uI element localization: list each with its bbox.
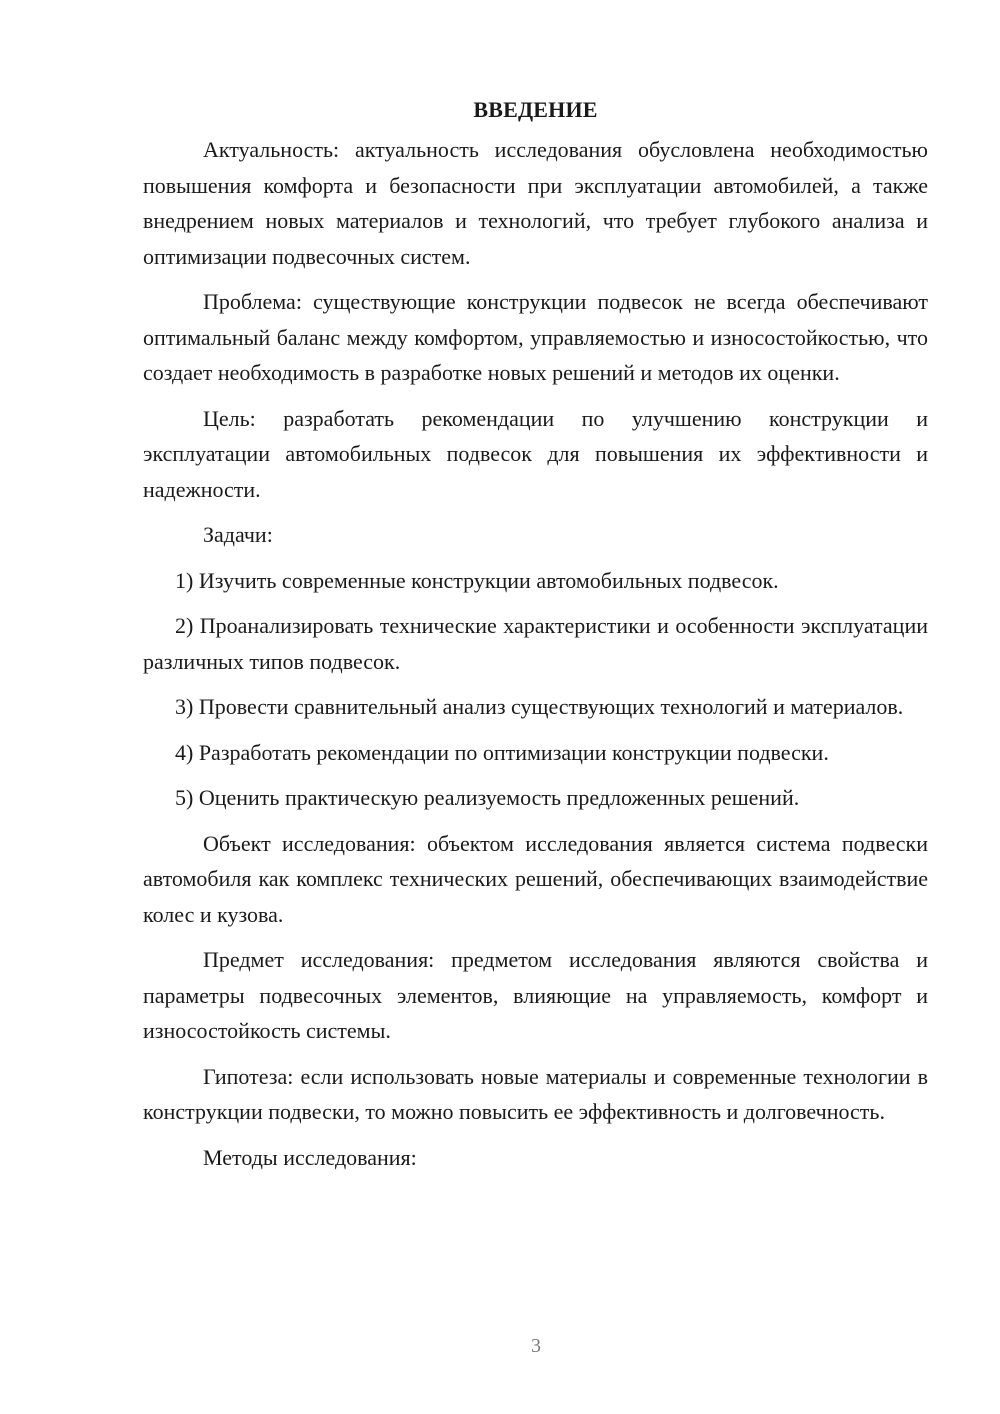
paragraph-problem: Проблема: существующие конструкции подвесок не всегда обеспечивают оптимальный баланс между комфортом, управляемостью и износостойкостью, что создает необходимость в разработке новых решений и методов их оценки. <box>143 289 928 385</box>
paragraph-hypothesis: Гипотеза: если использовать новые материалы и современные технологии в конструкции подвески, то можно повысить ее эффективность и долговечность. <box>143 1063 928 1124</box>
task-item-1: 1) Изучить современные конструкции автомобильных подвесок. <box>175 567 779 593</box>
task-item-4: 4) Разработать рекомендации по оптимизации конструкции подвески. <box>175 739 829 765</box>
page-title: ВВЕДЕНИЕ <box>473 97 598 122</box>
document-page <box>143 92 928 1185</box>
paragraph-subject: Предмет исследования: предметом исследования являются свойства и параметры подвесочных элементов, влияющие на управляемость, комфорт и износостойкость системы. <box>143 947 928 1043</box>
paragraph-object: Объект исследования: объектом исследования является система подвески автомобиля как комплекс технических решений, обеспечивающих взаимодействие колес и кузова. <box>143 830 928 927</box>
task-item-5: 5) Оценить практическую реализуемость предложенных решений. <box>175 785 800 810</box>
paragraph-tasks-heading: Задачи: <box>203 522 273 547</box>
paragraph-relevance: Актуальность: актуальность исследования обусловлена необходимостью повышения комфорта и безопасности при эксплуатации автомобилей, а также внедрением новых материалов и технологий, что требует глубокого анализа и оптимизации подвесочных систем. <box>143 137 928 269</box>
paragraph-methods: Методы исследования: <box>203 1144 417 1170</box>
task-item-2: 2) Проанализировать технические характеристики и особенности эксплуатации различных типов подвесок. <box>143 613 928 674</box>
paragraph-goal: Цель: разработать рекомендации по улучшению конструкции и эксплуатации автомобильных подвесок для повышения их эффективности и надежности. <box>143 405 928 502</box>
page-number: 3 <box>531 1335 541 1357</box>
task-item-3: 3) Провести сравнительный анализ существующих технологий и материалов. <box>175 694 904 719</box>
